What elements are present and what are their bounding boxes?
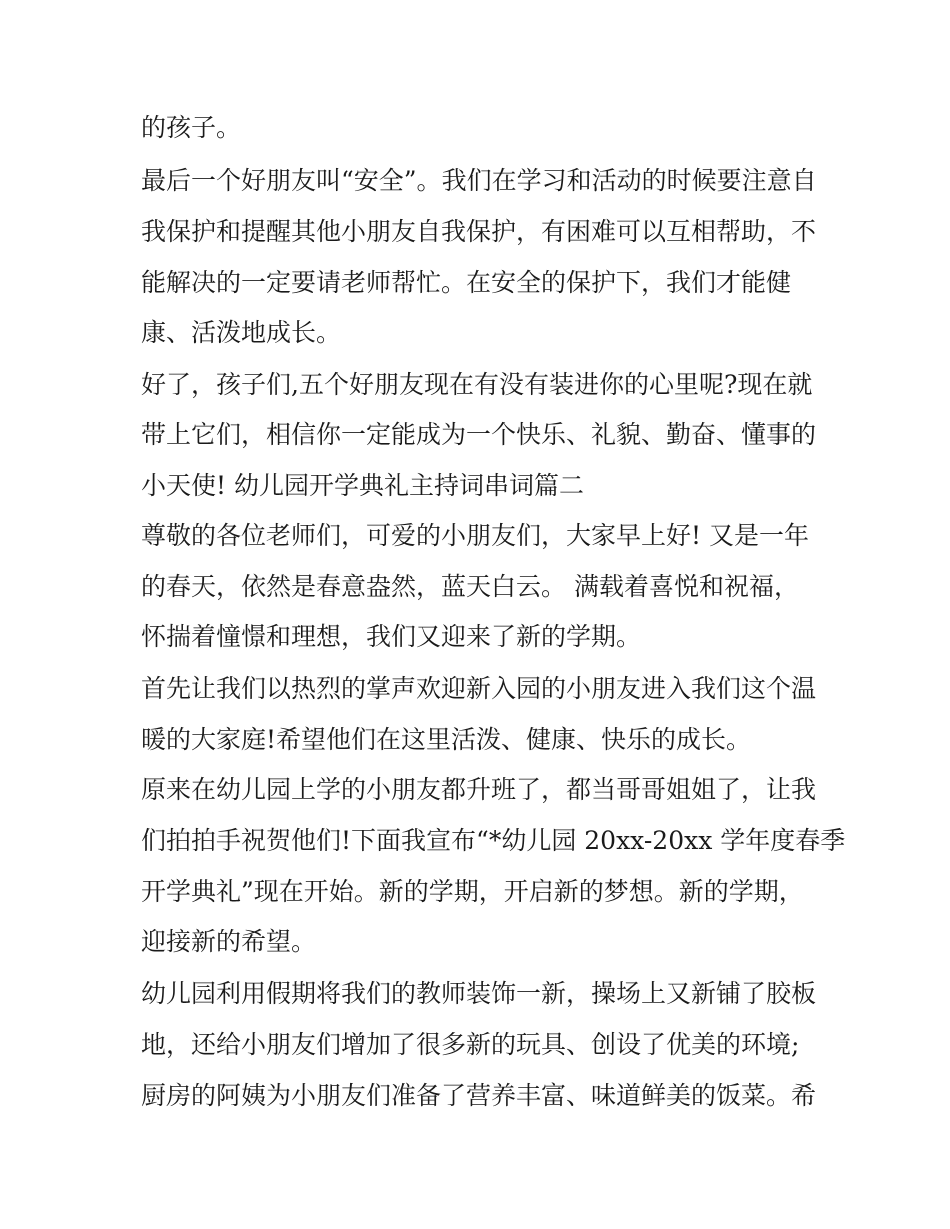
text-line: 好了，孩子们,五个好朋友现在有没有装进你的心里呢?现在就 bbox=[141, 370, 813, 399]
text-line: 开学典礼”现在开始。新的学期，开启新的梦想。新的学期， bbox=[141, 877, 804, 906]
text-line: 我保护和提醒其他小朋友自我保护，有困难可以互相帮助，不 bbox=[141, 217, 817, 246]
text-line: 的春天，依然是春意盎然，蓝天白云。 满载着喜悦和祝福， bbox=[141, 572, 799, 601]
text-line: 首先让我们以热烈的掌声欢迎新入园的小朋友进入我们这个温 bbox=[141, 674, 817, 703]
text-line: 幼儿园利用假期将我们的教师装饰一新，操场上又新铺了胶板 bbox=[141, 979, 817, 1008]
text-line: 暖的大家庭!希望他们在这里活泼、健康、快乐的成长。 bbox=[141, 725, 752, 754]
text-line: 的孩子。 bbox=[141, 113, 242, 142]
text-line: 怀揣着憧憬和理想，我们又迎来了新的学期。 bbox=[141, 622, 642, 651]
text-line: 尊敬的各位老师们，可爱的小朋友们，大家早上好! 又是一年 bbox=[141, 521, 809, 550]
text-line: 迎接新的希望。 bbox=[141, 927, 317, 956]
text-line: 带上它们，相信你一定能成为一个快乐、礼貌、勤奋、懂事的 bbox=[141, 420, 817, 449]
text-line: 厨房的阿姨为小朋友们准备了营养丰富、味道鲜美的饭菜。希 bbox=[141, 1081, 817, 1110]
text-line: 最后一个好朋友叫“安全”。我们在学习和活动的时候要注意自 bbox=[141, 166, 817, 195]
text-line: 小天使! 幼儿园开学典礼主持词串词篇二 bbox=[141, 471, 584, 500]
text-line: 康、活泼地成长。 bbox=[141, 318, 342, 347]
text-line: 原来在幼儿园上学的小朋友都升班了，都当哥哥姐姐了，让我 bbox=[141, 775, 817, 804]
text-line: 地，还给小朋友们增加了很多新的玩具、创设了优美的环境; bbox=[141, 1030, 800, 1059]
text-line: 们拍拍手祝贺他们!下面我宣布“*幼儿园 20xx-20xx 学年度春季 bbox=[141, 826, 846, 855]
text-line: 能解决的一定要请老师帮忙。在安全的保护下，我们才能健 bbox=[141, 268, 792, 297]
